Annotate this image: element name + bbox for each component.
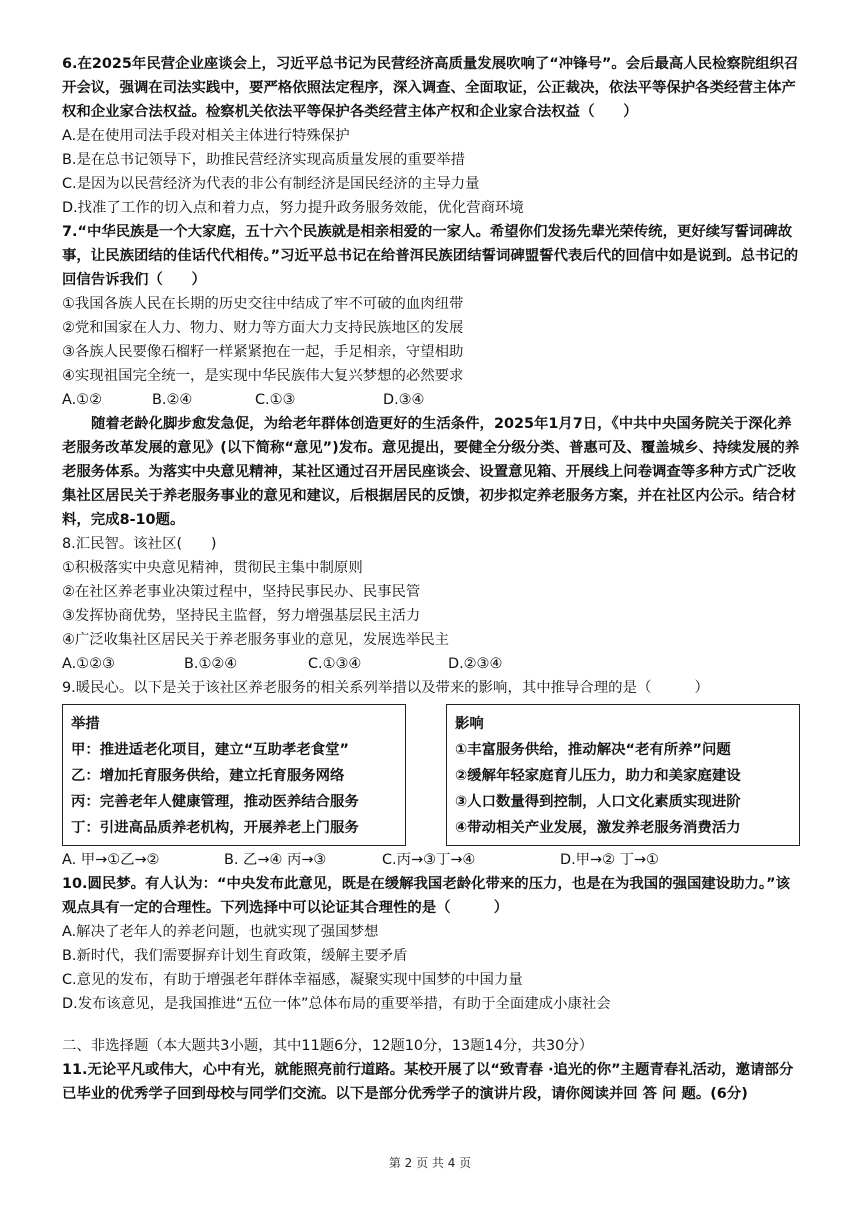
q6-option-c: C.是因为以民营经济为代表的非公有制经济是国民经济的主导力量 — [62, 176, 480, 192]
q7-item-4: ④实现祖国完全统一，是实现中华民族伟大复兴梦想的必然要求 — [62, 368, 464, 384]
q7-choices — [62, 388, 800, 412]
q8-choice-d: D.②③④ — [448, 656, 503, 672]
q9-impact-4: ④带动相关产业发展，激发养老服务消费活力 — [455, 820, 741, 836]
q9-impacts-box — [446, 704, 800, 846]
q9-measure-jia: 甲：推进适老化项目，建立“互助孝老食堂” — [71, 742, 349, 758]
q9-measure-ding: 丁：引进高品质养老机构，开展养老上门服务 — [71, 820, 359, 836]
q8-choices — [62, 652, 800, 676]
q7-item-3: ③各族人民要像石榴籽一样紧紧抱在一起，手足相亲，守望相助 — [62, 344, 464, 360]
q9-choice-a: A. 甲→①乙→② — [62, 852, 160, 868]
q9-measure-yi: 乙：增加托育服务供给，建立托育服务网络 — [71, 768, 345, 784]
q10-option-b: B.新时代，我们需要摒弃计划生育政策，缓解主要矛盾 — [62, 948, 408, 964]
q6-option-d: D.找准了工作的切入点和着力点，努力提升政务服务效能，优化营商环境 — [62, 200, 524, 216]
q9-tables — [62, 704, 800, 846]
q7-choice-c: C.①③ — [255, 392, 296, 408]
q10-option-a: A.解决了老年人的养老问题，也就实现了强国梦想 — [62, 924, 379, 940]
q6-stem: 6.在2025年民营企业座谈会上，习近平总书记为民营经济高质量发展吹响了“冲锋号”。会后最高人民检察院组织召开会议，强调在司法实践中，要严格依照法定程序，深入调查、全面取证，公正裁决，依法平等保护各类经营主体产权和企业家合法权益。检察机关依法平等保护各类经营主体产权和企业家合法权益（ ） — [62, 56, 799, 120]
q8-choice-c: C.①③④ — [308, 656, 362, 672]
q9-choice-b: B. 乙→④ 丙→③ — [224, 852, 327, 868]
q9-impacts-title: 影响 — [455, 716, 484, 732]
q6-option-a: A.是在使用司法手段对相关主体进行特殊保护 — [62, 128, 350, 144]
q9-impact-3: ③人口数量得到控制，人口文化素质实现进阶 — [455, 794, 741, 810]
q8-choice-a: A.①②③ — [62, 656, 115, 672]
q8-stem: 8.汇民智。该社区( ) — [62, 536, 217, 552]
q9-measure-bing: 丙：完善老年人健康管理，推动医养结合服务 — [71, 794, 359, 810]
q10-option-d: D.发布该意见，是我国推进“五位一体”总体布局的重要举措，有助于全面建成小康社会 — [62, 996, 611, 1012]
q9-measures-box — [62, 704, 406, 846]
q10-stem: 10.圆民梦。有人认为：“中央发布此意见，既是在缓解我国老龄化带来的压力，也是在为我国的强国建设助力。”该观点具有一定的合理性。下列选择中可以论证其合理性的是（ ） — [62, 876, 790, 916]
q7-choice-a: A.①② — [62, 392, 102, 408]
q9-choice-c: C.丙→③丁→④ — [382, 852, 476, 868]
q10-option-c: C.意见的发布，有助于增强老年群体幸福感，凝聚实现中国梦的中国力量 — [62, 972, 523, 988]
q9-stem: 9.暖民心。以下是关于该社区养老服务的相关系列举措以及带来的影响，其中推导合理的是（ ） — [62, 680, 709, 696]
q8-item-1: ①积极落实中央意见精神，贯彻民主集中制原则 — [62, 560, 363, 576]
section-gap — [62, 1016, 800, 1034]
q8-item-2: ②在社区养老事业决策过程中，坚持民事民办、民事民管 — [62, 584, 421, 600]
q9-impact-1: ①丰富服务供给，推动解决“老有所养”问题 — [455, 742, 731, 758]
q7-stem: 7.“中华民族是一个大家庭，五十六个民族就是相亲相爱的一家人。希望你们发扬先辈光荣传统，更好续写誓词碑故事，让民族团结的佳话代代相传。”习近平总书记在给普洱民族团结誓词碑盟誓代表后代的回信中如是说到。总书记的回信告诉我们（ ） — [62, 224, 799, 288]
q8-item-4: ④广泛收集社区居民关于养老服务事业的意见，发展选举民主 — [62, 632, 450, 648]
q6-option-b: B.是在总书记领导下，助推民营经济实现高质量发展的重要举措 — [62, 152, 465, 168]
q7-item-1: ①我国各族人民在长期的历史交往中结成了牢不可破的血肉纽带 — [62, 296, 464, 312]
q11-stem: 11.无论平凡或伟大，心中有光，就能照亮前行道路。某校开展了以“致青春 ·追光的你”主题青春礼活动，邀请部分已毕业的优秀学子回到母校与同学们交流。以下是部分优秀学子的演讲片段，请你阅读并回 答 问 题。(6分) — [62, 1062, 794, 1102]
page-footer: 第 2 页 共 4 页 — [388, 1156, 472, 1170]
section-2-heading: 二、非选择题（本大题共3小题，其中11题6分，12题10分，13题14分，共30分） — [62, 1038, 594, 1054]
q7-item-2: ②党和国家在人力、物力、财力等方面大力支持民族地区的发展 — [62, 320, 464, 336]
exam-page — [62, 52, 800, 1106]
material-paragraph: 随着老龄化脚步愈发急促，为给老年群体创造更好的生活条件，2025年1月7日，《中共中央国务院关于深化养老服务改革发展的意见》(以下简称“意见”)发布。意见提出，要健全分级分类、普惠可及、覆盖城乡、持续发展的养老服务体系。为落实中央意见精神，某社区通过召开居民座谈会、设置意见箱、开展线上问卷调查等多种方式广泛收集社区居民关于养老服务事业的意见和建议，后根据居民的反馈，初步拟定养老服务方案，并在社区内公示。结合材料，完成8-10题。 — [62, 416, 800, 528]
q9-choice-d: D.甲→② 丁→① — [560, 852, 659, 868]
q9-choices — [62, 848, 800, 872]
q9-measures-title: 举措 — [71, 716, 100, 732]
q8-item-3: ③发挥协商优势，坚持民主监督，努力增强基层民主活力 — [62, 608, 421, 624]
q9-impact-2: ②缓解年轻家庭育儿压力，助力和美家庭建设 — [455, 768, 741, 784]
q8-choice-b: B.①②④ — [184, 656, 238, 672]
q7-choice-b: B.②④ — [152, 392, 193, 408]
q7-choice-d: D.③④ — [383, 392, 425, 408]
